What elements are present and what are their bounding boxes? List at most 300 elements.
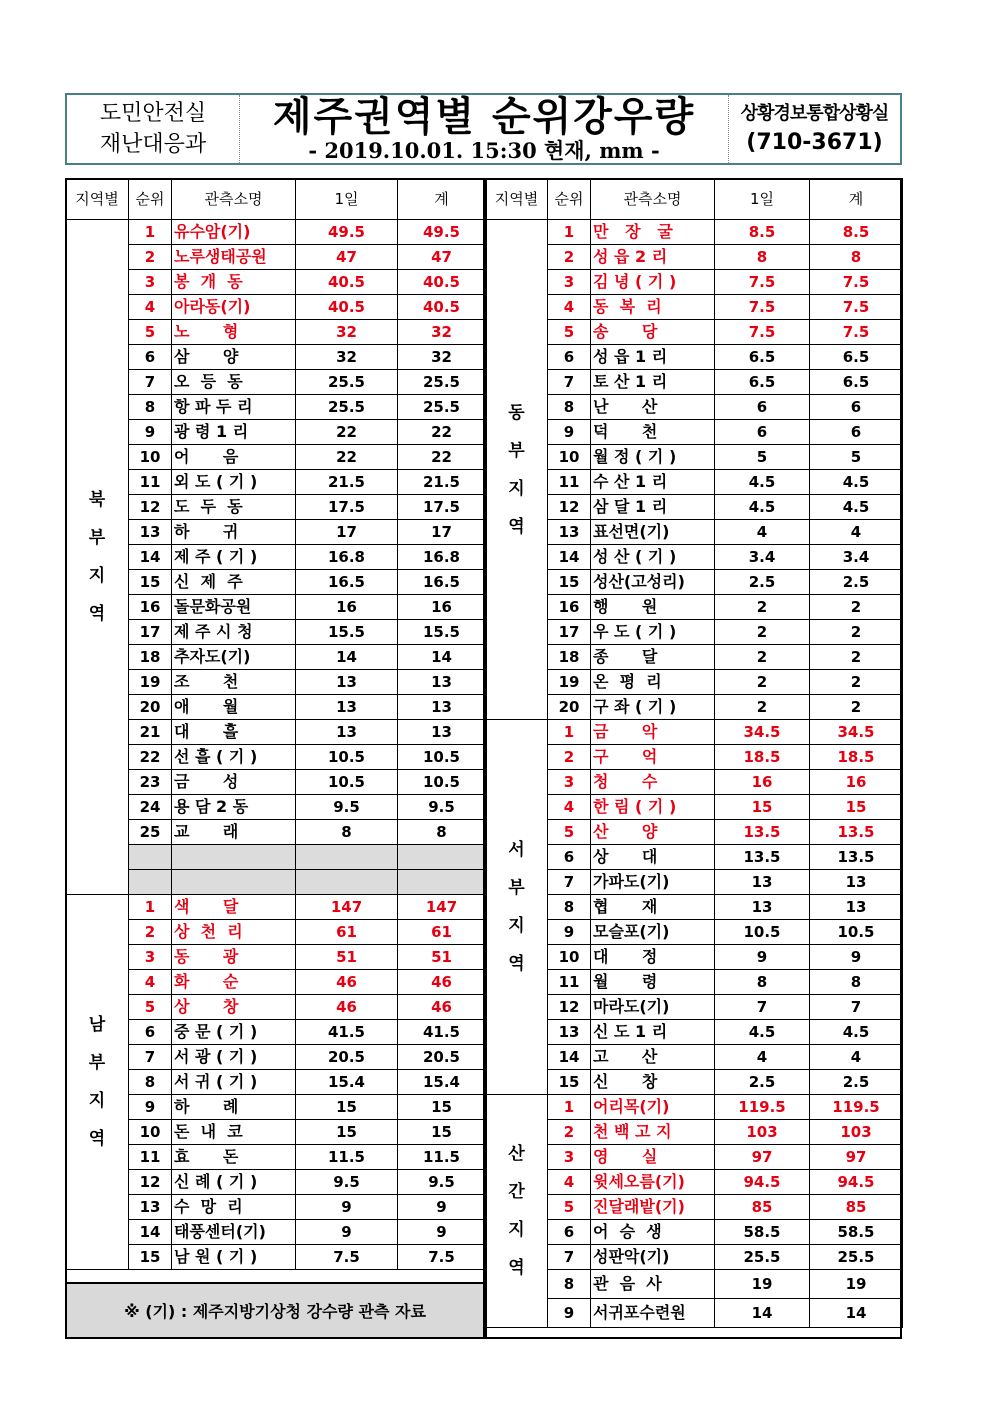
day1-rainfall-cell: 15.4 xyxy=(296,1070,398,1095)
rank-cell: 3 xyxy=(129,270,172,295)
station-name-cell: 종 달 xyxy=(591,645,715,670)
station-name-cell: 제 주 ( 기 ) xyxy=(172,545,296,570)
table-row xyxy=(486,970,903,995)
total-rainfall-cell: 9 xyxy=(398,1220,486,1245)
station-name-cell: 돈 내 코 xyxy=(172,1120,296,1145)
station-name-cell: 중 문 ( 기 ) xyxy=(172,1020,296,1045)
total-rainfall-cell: 13 xyxy=(398,695,486,720)
page-title: 제주권역별 순위강우량 xyxy=(272,94,696,140)
day1-rainfall-cell: 13 xyxy=(296,670,398,695)
table-row xyxy=(66,920,486,945)
station-name-cell: 유수암(기) xyxy=(172,220,296,245)
station-name-cell: 대 흘 xyxy=(172,720,296,745)
day1-rainfall-cell: 16 xyxy=(715,770,810,795)
rank-cell: 16 xyxy=(548,595,591,620)
rank-cell: 9 xyxy=(548,1299,591,1328)
total-rainfall-cell: 8 xyxy=(398,820,486,845)
rank-cell: 8 xyxy=(548,395,591,420)
total-rainfall-cell: 9.5 xyxy=(398,795,486,820)
rank-cell: 14 xyxy=(548,1045,591,1070)
day1-rainfall-cell: 14 xyxy=(296,645,398,670)
day1-rainfall-cell: 10.5 xyxy=(296,770,398,795)
rank-cell: 7 xyxy=(548,1245,591,1270)
rank-cell: 19 xyxy=(548,670,591,695)
total-rainfall-cell: 16 xyxy=(810,770,903,795)
day1-rainfall-cell: 2.5 xyxy=(715,570,810,595)
rank-cell: 5 xyxy=(129,320,172,345)
day1-rainfall-cell: 58.5 xyxy=(715,1220,810,1245)
station-name-cell: 토 산 1 리 xyxy=(591,370,715,395)
station-name-cell: 삼 양 xyxy=(172,345,296,370)
rank-cell: 7 xyxy=(129,370,172,395)
day1-rainfall-cell: 13 xyxy=(296,695,398,720)
station-name-cell: 송 당 xyxy=(591,320,715,345)
day1-rainfall-cell: 9.5 xyxy=(296,795,398,820)
empty-cell xyxy=(296,870,398,895)
day1-rainfall-cell: 47 xyxy=(296,245,398,270)
rank-cell: 2 xyxy=(129,920,172,945)
station-name-cell: 동 복 리 xyxy=(591,295,715,320)
rank-cell: 10 xyxy=(548,945,591,970)
total-rainfall-cell: 97 xyxy=(810,1145,903,1170)
table-row xyxy=(66,945,486,970)
rank-cell: 10 xyxy=(129,445,172,470)
rank-cell: 12 xyxy=(548,495,591,520)
region-label: 북 부 지 역 xyxy=(66,220,129,895)
day1-rainfall-cell: 25.5 xyxy=(296,395,398,420)
station-name-cell: 상 천 리 xyxy=(172,920,296,945)
rank-cell: 24 xyxy=(129,795,172,820)
day1-rainfall-cell: 14 xyxy=(715,1299,810,1328)
rank-cell: 7 xyxy=(548,370,591,395)
station-name-cell: 신 도 1 리 xyxy=(591,1020,715,1045)
total-rainfall-cell: 11.5 xyxy=(398,1145,486,1170)
table-row xyxy=(66,320,486,345)
rank-cell: 4 xyxy=(129,970,172,995)
total-rainfall-cell: 6 xyxy=(810,395,903,420)
station-name-cell: 월 정 ( 기 ) xyxy=(591,445,715,470)
report-header xyxy=(65,93,902,165)
rank-cell: 1 xyxy=(548,720,591,745)
department-line1: 도민안전실 xyxy=(99,101,207,126)
day1-rainfall-cell: 8.5 xyxy=(715,220,810,245)
total-rainfall-cell: 9 xyxy=(398,1195,486,1220)
total-rainfall-cell: 58.5 xyxy=(810,1220,903,1245)
station-name-cell: 서귀포수련원 xyxy=(591,1299,715,1328)
day1-rainfall-cell: 2.5 xyxy=(715,1070,810,1095)
total-rainfall-cell: 9.5 xyxy=(398,1170,486,1195)
day1-rainfall-cell: 49.5 xyxy=(296,220,398,245)
rank-cell: 6 xyxy=(548,1220,591,1245)
station-name-cell: 상 대 xyxy=(591,845,715,870)
station-name-cell: 우 도 ( 기 ) xyxy=(591,620,715,645)
day1-rainfall-cell: 16.5 xyxy=(296,570,398,595)
table-row xyxy=(66,970,486,995)
rank-cell: 11 xyxy=(548,470,591,495)
table-row xyxy=(486,220,903,245)
day1-rainfall-cell: 2 xyxy=(715,695,810,720)
table-row xyxy=(486,270,903,295)
col-header-station: 관측소명 xyxy=(591,179,715,220)
station-name-cell: 어리목(기) xyxy=(591,1095,715,1120)
table-row xyxy=(486,820,903,845)
table-row xyxy=(486,695,903,720)
table-row xyxy=(486,845,903,870)
day1-rainfall-cell: 6 xyxy=(715,420,810,445)
col-header-total: 계 xyxy=(810,179,903,220)
rank-cell: 5 xyxy=(129,995,172,1020)
day1-rainfall-cell: 5 xyxy=(715,445,810,470)
total-rainfall-cell: 6.5 xyxy=(810,370,903,395)
day1-rainfall-cell: 4.5 xyxy=(715,1020,810,1045)
table-row xyxy=(66,895,486,920)
total-rainfall-cell: 5 xyxy=(810,445,903,470)
rank-cell: 4 xyxy=(548,1170,591,1195)
day1-rainfall-cell: 16 xyxy=(296,595,398,620)
table-row xyxy=(66,1220,486,1245)
rank-cell: 7 xyxy=(129,1045,172,1070)
table-row xyxy=(486,1145,903,1170)
day1-rainfall-cell: 19 xyxy=(715,1270,810,1299)
station-name-cell: 하 례 xyxy=(172,1095,296,1120)
station-name-cell: 남 원 ( 기 ) xyxy=(172,1245,296,1270)
table-row xyxy=(486,370,903,395)
rank-cell: 17 xyxy=(129,620,172,645)
station-name-cell: 오 등 동 xyxy=(172,370,296,395)
table-row xyxy=(66,370,486,395)
table-row xyxy=(486,295,903,320)
rank-cell: 9 xyxy=(129,1095,172,1120)
total-rainfall-cell: 46 xyxy=(398,995,486,1020)
station-name-cell: 화 순 xyxy=(172,970,296,995)
rank-cell: 14 xyxy=(129,545,172,570)
station-name-cell: 마라도(기) xyxy=(591,995,715,1020)
total-rainfall-cell: 25.5 xyxy=(810,1245,903,1270)
rank-cell: 6 xyxy=(129,1020,172,1045)
rank-cell: 18 xyxy=(548,645,591,670)
total-rainfall-cell: 2 xyxy=(810,670,903,695)
rank-cell: 23 xyxy=(129,770,172,795)
day1-rainfall-cell: 119.5 xyxy=(715,1095,810,1120)
table-row xyxy=(66,795,486,820)
day1-rainfall-cell: 22 xyxy=(296,420,398,445)
day1-rainfall-cell: 9 xyxy=(296,1195,398,1220)
total-rainfall-cell: 10.5 xyxy=(398,745,486,770)
day1-rainfall-cell: 21.5 xyxy=(296,470,398,495)
empty-cell xyxy=(296,845,398,870)
station-name-cell: 효 돈 xyxy=(172,1145,296,1170)
table-row xyxy=(486,670,903,695)
table-row xyxy=(486,570,903,595)
col-header-region: 지역별 xyxy=(486,179,548,220)
day1-rainfall-cell: 15 xyxy=(296,1095,398,1120)
station-name-cell: 봉 개 동 xyxy=(172,270,296,295)
rank-cell: 3 xyxy=(548,770,591,795)
day1-rainfall-cell: 13 xyxy=(715,895,810,920)
day1-rainfall-cell: 40.5 xyxy=(296,270,398,295)
station-name-cell: 김 녕 ( 기 ) xyxy=(591,270,715,295)
station-name-cell: 도 두 동 xyxy=(172,495,296,520)
station-name-cell: 온 평 리 xyxy=(591,670,715,695)
table-row xyxy=(66,445,486,470)
center-phone: (710-3671) xyxy=(746,130,883,155)
station-name-cell: 청 수 xyxy=(591,770,715,795)
total-rainfall-cell: 47 xyxy=(398,245,486,270)
footnote: ※ (기) : 제주지방기상청 강수량 관측 자료 xyxy=(65,1282,485,1339)
table-row xyxy=(486,1220,903,1245)
table-row xyxy=(66,395,486,420)
table-row xyxy=(66,1245,486,1270)
col-header-rank: 순위 xyxy=(129,179,172,220)
rank-cell: 7 xyxy=(548,870,591,895)
table-row xyxy=(486,1195,903,1220)
table-row xyxy=(486,320,903,345)
station-name-cell: 구 좌 ( 기 ) xyxy=(591,695,715,720)
total-rainfall-cell: 85 xyxy=(810,1195,903,1220)
rank-cell: 6 xyxy=(129,345,172,370)
total-rainfall-cell: 7 xyxy=(810,995,903,1020)
station-name-cell: 대 정 xyxy=(591,945,715,970)
table-row xyxy=(486,495,903,520)
table-row xyxy=(66,1095,486,1120)
day1-rainfall-cell: 97 xyxy=(715,1145,810,1170)
day1-rainfall-cell: 4.5 xyxy=(715,470,810,495)
day1-rainfall-cell: 6.5 xyxy=(715,345,810,370)
total-rainfall-cell: 7.5 xyxy=(398,1245,486,1270)
table-row xyxy=(66,345,486,370)
day1-rainfall-cell: 13 xyxy=(715,870,810,895)
department-line2: 재난대응과 xyxy=(99,132,207,157)
day1-rainfall-cell: 9 xyxy=(296,1220,398,1245)
station-name-cell: 수 망 리 xyxy=(172,1195,296,1220)
rank-cell: 12 xyxy=(548,995,591,1020)
total-rainfall-cell: 16 xyxy=(398,595,486,620)
rank-cell: 8 xyxy=(129,1070,172,1095)
total-rainfall-cell: 18.5 xyxy=(810,745,903,770)
table-row xyxy=(486,445,903,470)
table-row xyxy=(486,1170,903,1195)
rank-cell: 5 xyxy=(548,320,591,345)
station-name-cell: 노 형 xyxy=(172,320,296,345)
day1-rainfall-cell: 13 xyxy=(296,720,398,745)
day1-rainfall-cell: 147 xyxy=(296,895,398,920)
rank-cell: 9 xyxy=(548,420,591,445)
rank-cell: 19 xyxy=(129,670,172,695)
table-row xyxy=(66,720,486,745)
table-row xyxy=(486,920,903,945)
rank-cell: 1 xyxy=(548,1095,591,1120)
total-rainfall-cell: 8 xyxy=(810,970,903,995)
day1-rainfall-cell: 8 xyxy=(296,820,398,845)
table-row xyxy=(66,670,486,695)
day1-rainfall-cell: 10.5 xyxy=(296,745,398,770)
day1-rainfall-cell: 7.5 xyxy=(715,320,810,345)
day1-rainfall-cell: 13.5 xyxy=(715,820,810,845)
day1-rainfall-cell: 4 xyxy=(715,1045,810,1070)
rank-cell: 1 xyxy=(129,895,172,920)
total-rainfall-cell: 9 xyxy=(810,945,903,970)
rank-cell: 25 xyxy=(129,820,172,845)
station-name-cell: 관 음 사 xyxy=(591,1270,715,1299)
col-header-rank: 순위 xyxy=(548,179,591,220)
station-name-cell: 태풍센터(기) xyxy=(172,1220,296,1245)
station-name-cell: 성 산 ( 기 ) xyxy=(591,545,715,570)
rank-cell: 15 xyxy=(129,570,172,595)
table-row xyxy=(486,1045,903,1070)
total-rainfall-cell: 4.5 xyxy=(810,1020,903,1045)
col-header-total: 계 xyxy=(398,179,486,220)
day1-rainfall-cell: 10.5 xyxy=(715,920,810,945)
station-name-cell: 제 주 시 청 xyxy=(172,620,296,645)
rank-cell: 3 xyxy=(548,1145,591,1170)
table-row xyxy=(486,1095,903,1120)
total-rainfall-cell: 103 xyxy=(810,1120,903,1145)
station-name-cell: 어 승 생 xyxy=(591,1220,715,1245)
col-header-station: 관측소명 xyxy=(172,179,296,220)
total-rainfall-cell: 7.5 xyxy=(810,295,903,320)
day1-rainfall-cell: 34.5 xyxy=(715,720,810,745)
rank-cell: 6 xyxy=(548,845,591,870)
station-name-cell: 난 산 xyxy=(591,395,715,420)
table-row xyxy=(66,820,486,845)
rank-cell: 10 xyxy=(129,1120,172,1145)
day1-rainfall-cell: 2 xyxy=(715,595,810,620)
station-name-cell: 신 례 ( 기 ) xyxy=(172,1170,296,1195)
table-row xyxy=(66,1170,486,1195)
station-name-cell: 가파도(기) xyxy=(591,870,715,895)
day1-rainfall-cell: 7.5 xyxy=(715,295,810,320)
station-name-cell: 노루생태공원 xyxy=(172,245,296,270)
station-name-cell: 어 음 xyxy=(172,445,296,470)
table-row xyxy=(66,1045,486,1070)
rank-cell: 9 xyxy=(548,920,591,945)
rank-cell: 22 xyxy=(129,745,172,770)
day1-rainfall-cell: 46 xyxy=(296,995,398,1020)
total-rainfall-cell: 25.5 xyxy=(398,370,486,395)
station-name-cell: 윗세오름(기) xyxy=(591,1170,715,1195)
total-rainfall-cell: 16.8 xyxy=(398,545,486,570)
table-row xyxy=(66,595,486,620)
table-row xyxy=(486,1070,903,1095)
table-row xyxy=(66,270,486,295)
table-row xyxy=(486,520,903,545)
rank-cell: 17 xyxy=(548,620,591,645)
total-rainfall-cell: 61 xyxy=(398,920,486,945)
station-name-cell: 덕 천 xyxy=(591,420,715,445)
total-rainfall-cell: 51 xyxy=(398,945,486,970)
table-row xyxy=(486,1245,903,1270)
region-label: 동 부 지 역 xyxy=(486,220,548,720)
rank-cell: 5 xyxy=(548,1195,591,1220)
table-row xyxy=(66,520,486,545)
total-rainfall-cell: 41.5 xyxy=(398,1020,486,1045)
station-name-cell: 월 령 xyxy=(591,970,715,995)
table-row xyxy=(66,1070,486,1095)
col-header-region: 지역별 xyxy=(66,179,129,220)
day1-rainfall-cell: 20.5 xyxy=(296,1045,398,1070)
col-header-day1: 1일 xyxy=(296,179,398,220)
region-label: 서 부 지 역 xyxy=(486,720,548,1095)
rank-cell: 11 xyxy=(129,1145,172,1170)
table-row xyxy=(66,495,486,520)
left-rainfall-table xyxy=(65,178,486,1270)
total-rainfall-cell: 7.5 xyxy=(810,270,903,295)
rank-cell: 11 xyxy=(129,470,172,495)
total-rainfall-cell: 40.5 xyxy=(398,295,486,320)
total-rainfall-cell: 15 xyxy=(810,795,903,820)
rank-cell: 8 xyxy=(548,895,591,920)
table-row xyxy=(486,895,903,920)
station-name-cell: 협 재 xyxy=(591,895,715,920)
day1-rainfall-cell: 46 xyxy=(296,970,398,995)
total-rainfall-cell: 15.4 xyxy=(398,1070,486,1095)
table-row xyxy=(486,645,903,670)
total-rainfall-cell: 32 xyxy=(398,345,486,370)
total-rainfall-cell: 7.5 xyxy=(810,320,903,345)
day1-rainfall-cell: 8 xyxy=(715,970,810,995)
table-row xyxy=(66,295,486,320)
total-rainfall-cell: 40.5 xyxy=(398,270,486,295)
table-row xyxy=(486,470,903,495)
day1-rainfall-cell: 15.5 xyxy=(296,620,398,645)
total-rainfall-cell: 15 xyxy=(398,1120,486,1145)
rank-cell: 4 xyxy=(129,295,172,320)
day1-rainfall-cell: 16.8 xyxy=(296,545,398,570)
table-row xyxy=(66,545,486,570)
table-header-row xyxy=(486,179,903,220)
total-rainfall-cell: 14 xyxy=(398,645,486,670)
title-block xyxy=(239,95,729,163)
day1-rainfall-cell: 94.5 xyxy=(715,1170,810,1195)
total-rainfall-cell: 13 xyxy=(398,670,486,695)
day1-rainfall-cell: 2 xyxy=(715,645,810,670)
day1-rainfall-cell: 7.5 xyxy=(715,270,810,295)
total-rainfall-cell: 4.5 xyxy=(810,470,903,495)
station-name-cell: 항 파 두 리 xyxy=(172,395,296,420)
table-row xyxy=(486,420,903,445)
station-name-cell: 성 읍 1 리 xyxy=(591,345,715,370)
total-rainfall-cell: 10.5 xyxy=(810,920,903,945)
left-rainfall-table-wrap xyxy=(65,178,485,1270)
day1-rainfall-cell: 32 xyxy=(296,320,398,345)
total-rainfall-cell: 2.5 xyxy=(810,1070,903,1095)
total-rainfall-cell: 25.5 xyxy=(398,395,486,420)
total-rainfall-cell: 14 xyxy=(810,1299,903,1328)
right-rainfall-table xyxy=(485,178,903,1328)
table-row xyxy=(486,245,903,270)
station-name-cell: 애 월 xyxy=(172,695,296,720)
station-name-cell: 금 성 xyxy=(172,770,296,795)
table-row xyxy=(66,695,486,720)
total-rainfall-cell: 4.5 xyxy=(810,495,903,520)
total-rainfall-cell: 4 xyxy=(810,520,903,545)
day1-rainfall-cell: 3.4 xyxy=(715,545,810,570)
day1-rainfall-cell: 6.5 xyxy=(715,370,810,395)
page-subtitle: - 2019.10.01. 15:30 현재, mm - xyxy=(308,138,660,163)
station-name-cell: 고 산 xyxy=(591,1045,715,1070)
table-row xyxy=(66,1120,486,1145)
station-name-cell: 한 림 ( 기 ) xyxy=(591,795,715,820)
station-name-cell: 교 래 xyxy=(172,820,296,845)
rank-cell: 11 xyxy=(548,970,591,995)
day1-rainfall-cell: 7 xyxy=(715,995,810,1020)
total-rainfall-cell: 15.5 xyxy=(398,620,486,645)
rank-cell: 13 xyxy=(548,520,591,545)
empty-row xyxy=(66,845,486,870)
station-name-cell: 행 원 xyxy=(591,595,715,620)
rank-cell: 6 xyxy=(548,345,591,370)
table-row xyxy=(66,220,486,245)
